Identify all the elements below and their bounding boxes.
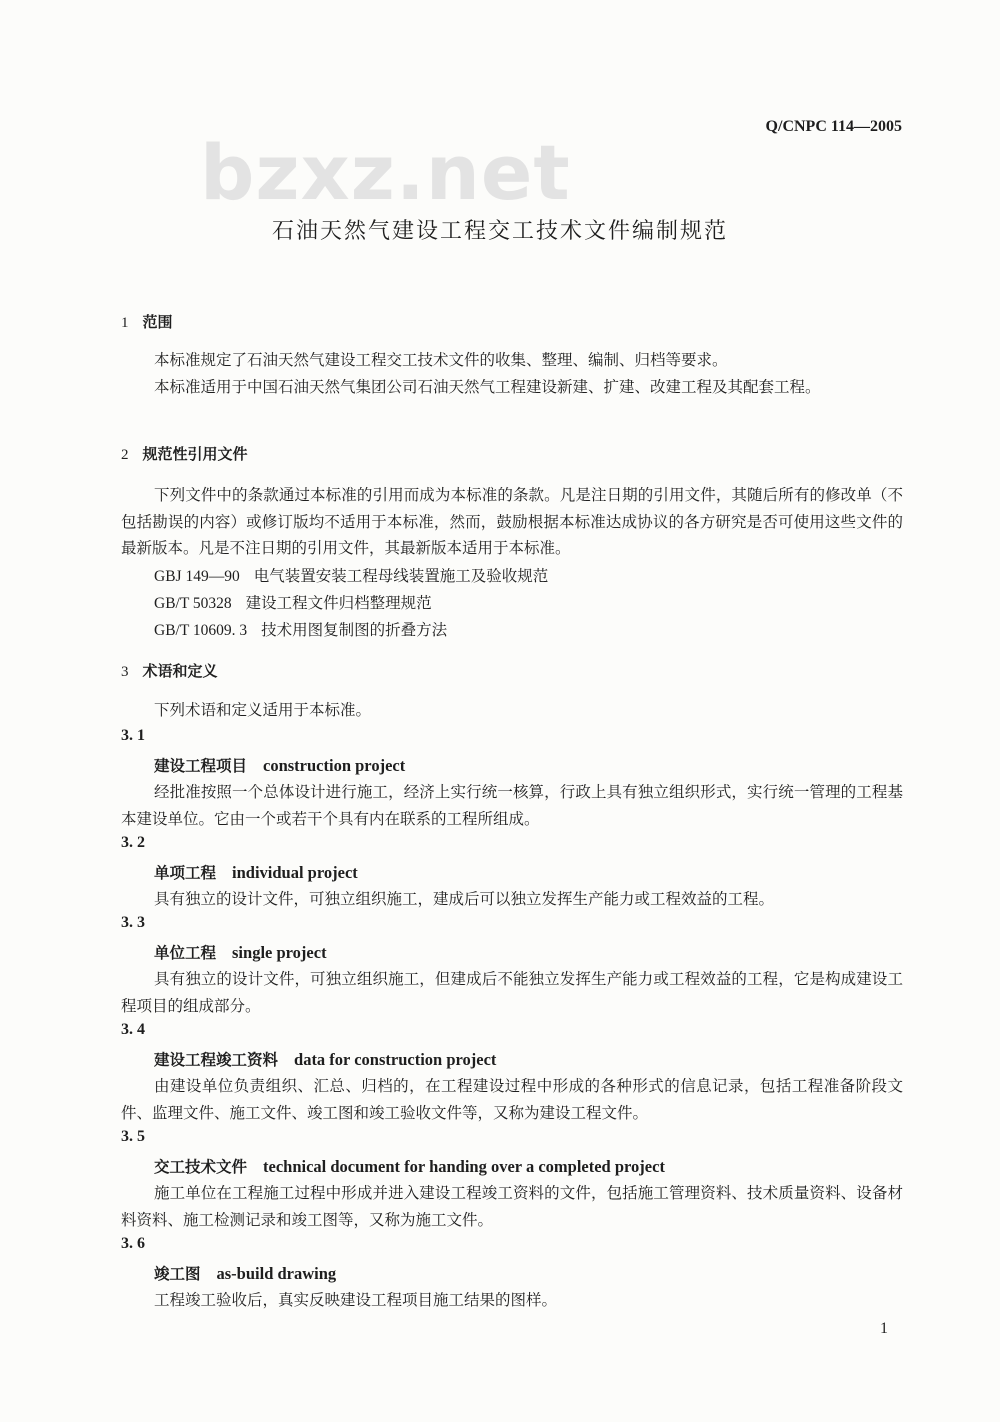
term-number: 3. 4	[121, 1021, 145, 1038]
term-definition: 具有独立的设计文件，可独立组织施工，建成后可以独立发挥生产能力或工程效益的工程。	[154, 890, 775, 908]
reference-name: 电气装置安装工程母线装置施工及验收规范	[253, 567, 549, 585]
term-en: technical document for handing over a completed project	[263, 1157, 665, 1176]
watermark: bzxz.net	[200, 128, 571, 217]
reference-item	[154, 618, 447, 640]
term-cn: 竣工图	[154, 1265, 201, 1283]
term-number: 3. 6	[121, 1235, 145, 1252]
term-number: 3. 5	[121, 1128, 145, 1145]
section-title: 范围	[142, 313, 173, 331]
term-definition: 经批准按照一个总体设计进行施工，经济上实行统一核算，行政上具有独立组织形式，实行统一管理的工程基本建设单位。它由一个或若干个具有内在联系的工程所组成。	[121, 783, 903, 828]
term-en: construction project	[263, 756, 406, 775]
term-heading	[154, 1048, 496, 1070]
reference-name: 建设工程文件归档整理规范	[245, 594, 432, 612]
term-cn: 建设工程项目	[154, 757, 248, 775]
term-heading	[154, 754, 405, 776]
reference-code: GB/T 50328	[154, 595, 232, 612]
term-number: 3. 3	[121, 914, 145, 931]
document-title: 石油天然气建设工程交工技术文件编制规范	[271, 219, 728, 244]
term-number: 3. 1	[121, 727, 145, 744]
reference-item	[154, 591, 432, 613]
section-title: 规范性引用文件	[142, 445, 248, 463]
section-number: 2	[121, 447, 129, 463]
section-number: 3	[121, 664, 129, 680]
page-number: 1	[880, 1320, 888, 1337]
reference-item	[154, 564, 548, 586]
term-definition: 具有独立的设计文件，可独立组织施工，但建成后不能独立发挥生产能力或工程效益的工程，它是构成建设工程项目的组成部分。	[121, 970, 903, 1015]
term-definition: 由建设单位负责组织、汇总、归档的，在工程建设过程中形成的各种形式的信息记录，包括工程准备阶段文件、监理文件、施工文件、竣工图和竣工验收文件等，又称为建设工程文件。	[121, 1077, 903, 1122]
term-heading	[154, 861, 358, 883]
paragraph: 本标准适用于中国石油天然气集团公司石油天然气工程建设新建、扩建、改建工程及其配套工程。	[154, 378, 821, 396]
section-title: 术语和定义	[142, 662, 218, 680]
term-heading	[154, 1262, 336, 1284]
paragraph: 下列术语和定义适用于本标准。	[154, 701, 372, 719]
term-en: individual project	[232, 863, 358, 882]
section-3-heading	[121, 660, 218, 681]
term-cn: 建设工程竣工资料	[154, 1051, 279, 1069]
paragraph: 下列文件中的条款通过本标准的引用而成为本标准的条款。凡是注日期的引用文件，其随后所有的修改单（不包括勘误的内容）或修订版均不适用于本标准，然而，鼓励根据本标准达成协议的各方研究是否可使用这些文件的最新版本。凡是不注日期的引用文件，其最新版本适用于本标准。	[121, 486, 903, 557]
term-en: as-build drawing	[216, 1264, 337, 1283]
reference-name: 技术用图复制图的折叠方法	[261, 621, 448, 639]
term-cn: 交工技术文件	[154, 1158, 248, 1176]
document-code: Q/CNPC 114—2005	[765, 118, 902, 135]
term-definition: 工程竣工验收后，真实反映建设工程项目施工结果的图样。	[154, 1291, 558, 1309]
term-cn: 单位工程	[154, 944, 217, 962]
term-en: data for construction project	[294, 1050, 497, 1069]
term-definition: 施工单位在工程施工过程中形成并进入建设工程竣工资料的文件，包括施工管理资料、技术质量资料、设备材料资料、施工检测记录和竣工图等，又称为施工文件。	[121, 1184, 903, 1229]
term-cn: 单项工程	[154, 864, 217, 882]
reference-code: GBJ 149—90	[154, 568, 240, 585]
paragraph: 本标准规定了石油天然气建设工程交工技术文件的收集、整理、编制、归档等要求。	[154, 351, 728, 369]
section-2-heading	[121, 443, 248, 464]
term-heading	[154, 941, 327, 963]
term-heading	[154, 1155, 665, 1177]
section-1-heading	[121, 311, 173, 332]
reference-code: GB/T 10609. 3	[154, 622, 248, 639]
term-number: 3. 2	[121, 834, 145, 851]
term-en: single project	[232, 943, 327, 962]
section-number: 1	[121, 315, 129, 331]
